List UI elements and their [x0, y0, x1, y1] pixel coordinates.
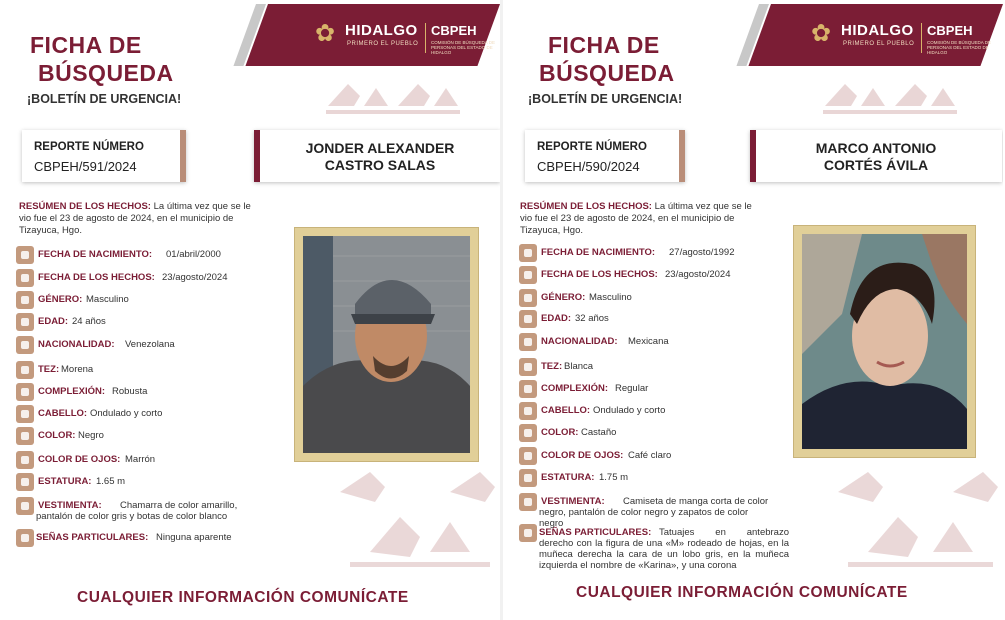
- hair-color-icon: [16, 427, 34, 445]
- person-photo-image: [303, 236, 470, 453]
- field-age: [16, 313, 276, 331]
- calendar-icon: [16, 246, 34, 264]
- field-build: [16, 383, 276, 401]
- gender-icon: [519, 289, 537, 307]
- field-value: 27/agosto/1992: [669, 247, 735, 258]
- logo-name: HIDALGO: [841, 22, 914, 39]
- field-label: FECHA DE LOS HECHOS:: [541, 269, 658, 280]
- field-value: 32 años: [575, 313, 609, 324]
- report-number-label: REPORTE NÚMERO: [537, 141, 647, 153]
- title-line-2: BÚSQUEDA: [539, 60, 675, 86]
- logo-subtitle: PRIMERO EL PUEBLO: [843, 41, 915, 47]
- events-summary-label: RESÚMEN DE LOS HECHOS:: [520, 201, 652, 212]
- report-number-box: [22, 130, 186, 182]
- logo-abbreviation-subtitle: COMISIÓN DE BÚSQUEDA DE PERSONAS DEL ESTADO DE HIDALGO: [431, 40, 496, 56]
- hair-icon: [16, 405, 34, 423]
- logo-abbreviation: CBPEH: [927, 23, 973, 38]
- field-label: NACIONALIDAD:: [38, 339, 115, 350]
- person-photo-frame: [793, 225, 976, 458]
- field-birth-date: [519, 244, 779, 262]
- logo-subtitle: PRIMERO EL PUEBLO: [347, 41, 419, 47]
- field-label: SEÑAS PARTICULARES:: [36, 532, 149, 543]
- field-label: TEZ:: [541, 361, 563, 372]
- gender-icon: [16, 291, 34, 309]
- title-line-2: BÚSQUEDA: [38, 60, 174, 86]
- body-icon: [16, 383, 34, 401]
- search-poster-right: [503, 0, 1003, 620]
- person-name-line-2: CASTRO SALAS: [324, 157, 436, 173]
- missing-person-name-box: [254, 130, 500, 182]
- magnifier-icon: [519, 524, 537, 542]
- field-label: NACIONALIDAD:: [541, 336, 618, 347]
- field-label: FECHA DE NACIMIENTO:: [541, 247, 655, 258]
- person-photo-frame: [294, 227, 479, 462]
- id-card-icon: [16, 336, 34, 354]
- magnifier-icon: [16, 529, 34, 547]
- body-icon: [519, 380, 537, 398]
- field-build: [519, 380, 779, 398]
- logo-separator: [921, 23, 922, 53]
- field-clothing: [16, 497, 276, 527]
- flower-emblem-icon: ✿: [811, 20, 832, 47]
- footer-contact-text: CUALQUIER INFORMACIÓN COMUNÍCATE: [576, 584, 908, 601]
- field-value: Venezolana: [125, 339, 175, 350]
- field-label: TEZ:: [38, 364, 60, 375]
- calendar-icon: [16, 269, 34, 287]
- field-nationality: [519, 333, 779, 351]
- field-event-date: [16, 269, 276, 287]
- field-event-date: [519, 266, 779, 284]
- field-label: FECHA DE LOS HECHOS:: [38, 272, 155, 283]
- field-skin: [16, 361, 276, 379]
- field-value: 1.65 m: [96, 476, 126, 487]
- field-eye-color: [519, 447, 779, 465]
- field-label: VESTIMENTA:: [541, 496, 605, 507]
- report-number-label: REPORTE NÚMERO: [34, 141, 144, 153]
- field-value: Café claro: [628, 450, 672, 461]
- report-number-value: CBPEH/591/2024: [34, 159, 137, 174]
- eye-icon: [519, 447, 537, 465]
- field-value: Ondulado y corto: [90, 408, 163, 419]
- field-value: Ondulado y corto: [593, 405, 666, 416]
- field-value: Masculino: [589, 292, 632, 303]
- field-value: Masculino: [86, 294, 129, 305]
- logo-abbreviation-subtitle: COMISIÓN DE BÚSQUEDA DE PERSONAS DEL ESTADO DE HIDALGO: [927, 40, 992, 56]
- field-value: Negro: [78, 430, 104, 441]
- field-label: COLOR DE OJOS:: [541, 450, 624, 461]
- field-value: Chamarra de color amarillo, pantalón de color gris y botas de color blanco: [36, 500, 238, 522]
- field-label: COLOR DE OJOS:: [38, 454, 121, 465]
- hidalgo-cbpeh-logo: [315, 20, 495, 60]
- eye-icon: [16, 451, 34, 469]
- field-nationality: [16, 336, 276, 354]
- urgent-bulletin-label: ¡BOLETÍN DE URGENCIA!: [27, 92, 182, 106]
- field-value: 23/agosto/2024: [665, 269, 731, 280]
- field-label: COLOR:: [541, 427, 579, 438]
- field-label: VESTIMENTA:: [38, 500, 102, 511]
- hand-icon: [16, 361, 34, 379]
- person-name-line-1: JONDER ALEXANDER: [305, 140, 455, 156]
- field-hair: [16, 405, 276, 423]
- field-value: Robusta: [112, 386, 148, 397]
- calendar-icon: [519, 244, 537, 262]
- ruler-icon: [16, 473, 34, 491]
- hand-icon: [519, 358, 537, 376]
- field-value: Marrón: [125, 454, 156, 465]
- hair-icon: [519, 402, 537, 420]
- field-color: [16, 427, 276, 445]
- field-birth-date: [16, 246, 276, 264]
- shirt-icon: [519, 493, 537, 511]
- field-marks: [519, 524, 789, 586]
- field-color: [519, 424, 779, 442]
- field-label: ESTATURA:: [541, 472, 595, 483]
- field-label: CABELLO:: [541, 405, 591, 416]
- person-name-line-2: CORTÉS ÁVILA: [823, 157, 929, 173]
- field-gender: [16, 291, 276, 309]
- calendar-icon: [519, 266, 537, 284]
- field-height: [16, 473, 276, 491]
- report-number-value: CBPEH/590/2024: [537, 159, 640, 174]
- field-value: Ninguna aparente: [156, 532, 232, 543]
- field-label: SEÑAS PARTICULARES:: [539, 527, 652, 538]
- id-card-icon: [519, 333, 537, 351]
- title-line-1: FICHA DE: [548, 32, 660, 58]
- person-photo: [802, 234, 967, 449]
- age-chart-icon: [16, 313, 34, 331]
- field-value: Tatuajes en antebrazo derecho con la figura de una «M» rodeado de hojas, en la muñeca derecha la cara de un lobo gris, en la muñeca izquierda el nombre de «Karina», y una corona: [539, 527, 789, 571]
- events-summary: [19, 201, 254, 237]
- person-photo: [303, 236, 470, 453]
- events-summary-text: La última vez que se le vio fue el 23 de agosto de 2024, en el municipio de Tizayuca, Hgo.: [19, 201, 251, 236]
- field-hair: [519, 402, 779, 420]
- field-label: EDAD:: [38, 316, 69, 327]
- field-label: COMPLEXIÓN:: [38, 386, 106, 397]
- field-label: COLOR:: [38, 430, 76, 441]
- embroidery-bird-pattern: [815, 66, 965, 122]
- field-value: Mexicana: [628, 336, 669, 347]
- events-summary-label: RESÚMEN DE LOS HECHOS:: [19, 201, 151, 212]
- field-value: 1.75 m: [599, 472, 629, 483]
- missing-person-name-box: [750, 130, 1002, 182]
- field-label: FECHA DE NACIMIENTO:: [38, 249, 152, 260]
- field-value: Castaño: [581, 427, 617, 438]
- field-value: Camiseta de manga corta de color negro, pantalón de color negro y zapatos de color negro: [539, 496, 769, 529]
- search-poster-left: [0, 0, 500, 620]
- age-chart-icon: [519, 310, 537, 328]
- field-eye-color: [16, 451, 276, 469]
- person-name-line-1: MARCO ANTONIO: [815, 140, 937, 156]
- field-value: 23/agosto/2024: [162, 272, 228, 283]
- hidalgo-cbpeh-logo: [811, 20, 991, 60]
- embroidery-bird-pattern: [828, 462, 1003, 572]
- hair-color-icon: [519, 424, 537, 442]
- embroidery-bird-pattern: [318, 66, 468, 122]
- title-line-1: FICHA DE: [30, 32, 142, 58]
- logo-abbreviation: CBPEH: [431, 23, 477, 38]
- embroidery-bird-pattern: [330, 462, 500, 572]
- field-label: GÉNERO:: [541, 292, 586, 303]
- field-label: ESTATURA:: [38, 476, 92, 487]
- field-value: Morena: [61, 364, 94, 375]
- logo-name: HIDALGO: [345, 22, 418, 39]
- events-summary-text: La última vez que se le vio fue el 23 de agosto de 2024, en el municipio de Tizayuca, Hgo.: [520, 201, 752, 236]
- person-photo-image: [802, 234, 967, 449]
- field-marks: [16, 529, 276, 547]
- field-age: [519, 310, 779, 328]
- footer-contact-text: CUALQUIER INFORMACIÓN COMUNÍCATE: [77, 589, 409, 606]
- field-label: COMPLEXIÓN:: [541, 383, 609, 394]
- field-label: GÉNERO:: [38, 294, 83, 305]
- field-label: EDAD:: [541, 313, 572, 324]
- field-value: Blanca: [564, 361, 594, 372]
- field-value: 01/abril/2000: [166, 249, 221, 260]
- logo-separator: [425, 23, 426, 53]
- ruler-icon: [519, 469, 537, 487]
- field-skin: [519, 358, 779, 376]
- field-value: Regular: [615, 383, 649, 394]
- field-label: CABELLO:: [38, 408, 88, 419]
- field-gender: [519, 289, 779, 307]
- field-value: 24 años: [72, 316, 106, 327]
- report-number-box: [525, 130, 685, 182]
- field-height: [519, 469, 779, 487]
- flower-emblem-icon: ✿: [315, 20, 336, 47]
- shirt-icon: [16, 497, 34, 515]
- events-summary: [520, 201, 755, 237]
- urgent-bulletin-label: ¡BOLETÍN DE URGENCIA!: [528, 92, 683, 106]
